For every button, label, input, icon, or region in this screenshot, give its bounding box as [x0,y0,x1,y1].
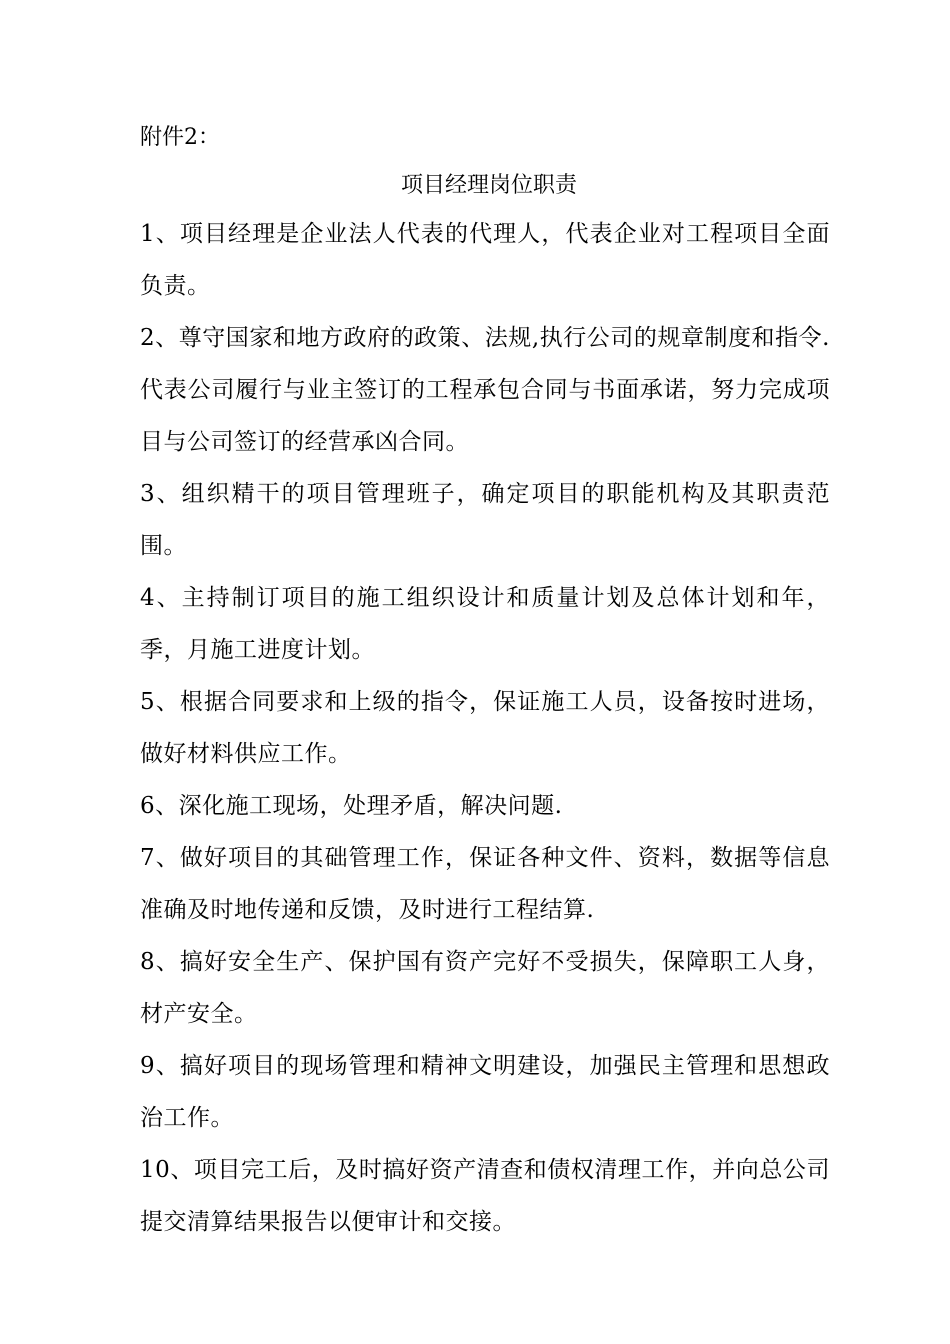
duty-item-5: 5、根据合同要求和上级的指令，保证施工人员，设备按时进场，做好材料供应工作。 [140,689,830,767]
duty-item-8: 8、搞好安全生产、保护国有资产完好不受损失，保障职工人身，材产安全。 [140,949,830,1027]
annex-label: 附件2： [140,125,220,150]
duty-item-10: 10、项目完工后，及时搞好资产清查和债权清理工作，并向总公司提交清算结果报告以便审计和交接。 [140,1157,830,1235]
duty-item-1: 1、项目经理是企业法人代表的代理人，代表企业对工程项目全面负责。 [140,221,830,299]
duty-item-7: 7、做好项目的其础管理工作，保证各种文件、资料，数据等信息准确及时地传递和反馈，及时进行工程结算. [140,845,830,923]
document-body [140,112,830,1248]
document-title: 项目经理岗位职责 [400,173,577,198]
duty-item-2: 2、尊守国家和地方政府的政策、法规,执行公司的规章制度和指令.代表公司履行与业主签订的工程承包合同与书面承诺，努力完成项目与公司签订的经营承凶合同。 [140,325,830,455]
duty-item-4: 4、主持制订项目的施工组织设计和质量计划及总体计划和年，季，月施工进度计划。 [140,585,830,663]
duty-item-9: 9、搞好项目的现场管理和精神文明建设，加强民主管理和思想政治工作。 [140,1053,830,1131]
duty-item-3: 3、组织精干的项目管理班子，确定项目的职能机构及其职责范围。 [140,481,830,559]
duty-item-6: 6、深化施工现场，处理矛盾，解决问题. [140,793,563,819]
